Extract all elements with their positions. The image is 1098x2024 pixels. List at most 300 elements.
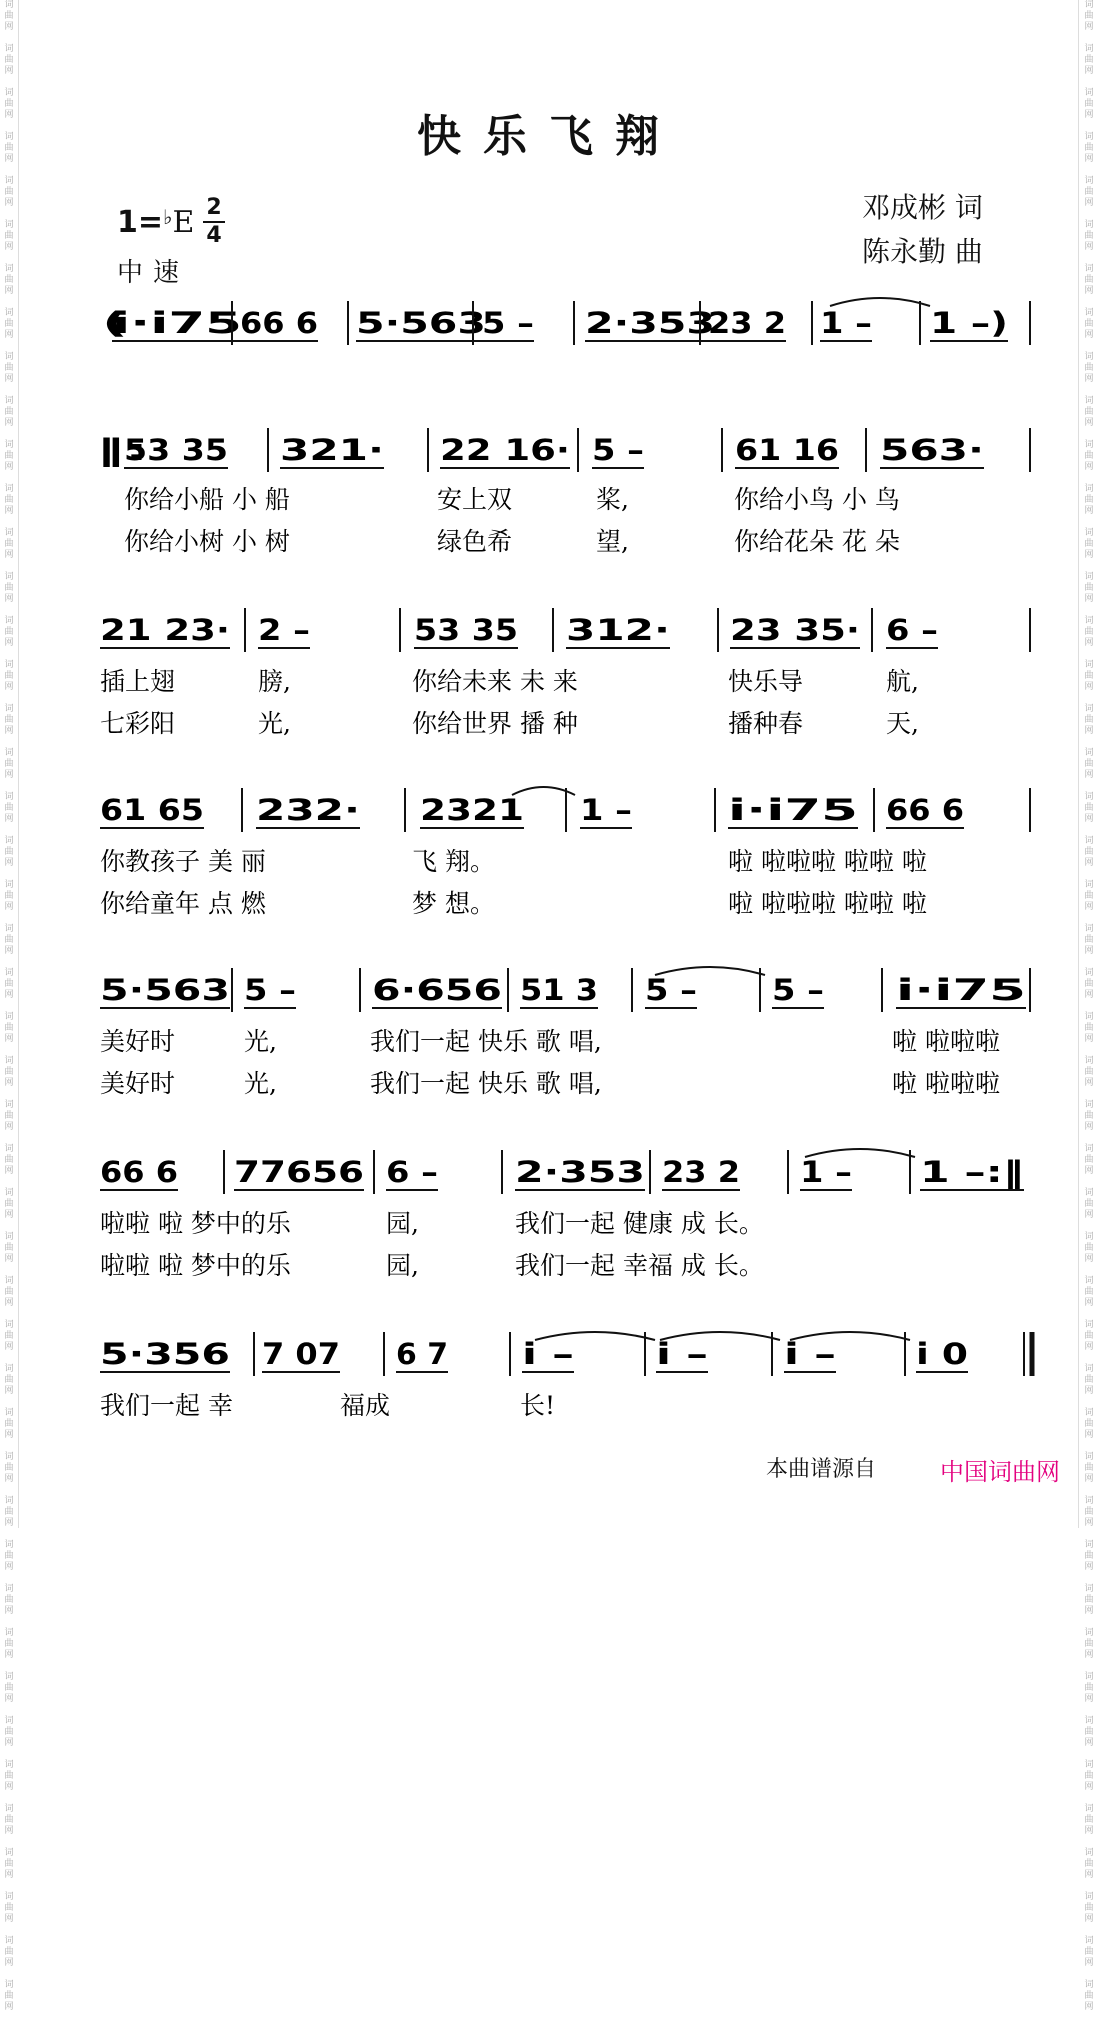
watermark-char: 曲 <box>4 1859 14 1869</box>
watermark-char: 词 <box>4 1144 14 1154</box>
watermark-char: 网 <box>1084 1914 1094 1924</box>
watermark-char: 词 <box>1084 396 1094 406</box>
watermark-char: 网 <box>1084 1562 1094 1572</box>
watermark-char: 词 <box>4 1364 14 1374</box>
note-group: i – <box>656 1337 708 1371</box>
watermark-char: 词 <box>4 264 14 274</box>
watermark-char: 网 <box>4 1210 14 1220</box>
watermark-char: 曲 <box>4 539 14 549</box>
note-group: 5 – <box>244 973 296 1007</box>
note-group: ‖: <box>96 433 148 467</box>
watermark-char: 曲 <box>1084 671 1094 681</box>
watermark-char: 词 <box>4 440 14 450</box>
watermark-char: 词 <box>4 1980 14 1990</box>
watermark-char: 网 <box>1084 1122 1094 1132</box>
watermark-char: 曲 <box>4 495 14 505</box>
watermark-char: 曲 <box>1084 1683 1094 1693</box>
watermark-gap <box>1080 1705 1098 1716</box>
watermark-char: 词 <box>4 396 14 406</box>
key-prefix: 1= <box>117 205 164 240</box>
watermark-char: 网 <box>4 506 14 516</box>
note-group: 5·563 <box>100 973 230 1007</box>
key-letter: E <box>172 205 195 240</box>
watermark-char: 曲 <box>4 1727 14 1737</box>
watermark-char: 词 <box>4 132 14 142</box>
watermark-char: 网 <box>1084 154 1094 164</box>
lyric-text: 快乐导 <box>728 667 804 696</box>
watermark-char: 网 <box>1084 990 1094 1000</box>
note-group: 22 16· <box>440 433 570 467</box>
watermark-char: 词 <box>4 1056 14 1066</box>
watermark-char: 网 <box>1084 418 1094 428</box>
watermark-char: 曲 <box>4 847 14 857</box>
lyric-text: 我们一起 幸福 成 长。 <box>515 1251 764 1280</box>
tempo-marking: 中速 <box>117 258 190 288</box>
watermark-char: 词 <box>1084 1848 1094 1858</box>
watermark-char: 曲 <box>1084 1507 1094 1517</box>
watermark-char: 网 <box>4 638 14 648</box>
watermark-char: 词 <box>4 88 14 98</box>
lyric-text: 飞 翔。 <box>412 847 495 876</box>
watermark-char: 曲 <box>1084 1419 1094 1429</box>
watermark-char: 网 <box>1084 22 1094 32</box>
watermark-char: 曲 <box>1084 1639 1094 1649</box>
watermark-char: 网 <box>4 154 14 164</box>
lyric-text: 福成 <box>340 1391 391 1420</box>
watermark-char: 曲 <box>4 1771 14 1781</box>
watermark-char: 网 <box>4 1870 14 1880</box>
watermark-char: 网 <box>1084 1518 1094 1528</box>
watermark-char: 曲 <box>4 55 14 65</box>
watermark-char: 词 <box>1084 1980 1094 1990</box>
lyric-text: 啦 啦啦啦 <box>892 1027 1000 1056</box>
watermark-char: 网 <box>1084 2002 1094 2012</box>
watermark-char: 词 <box>1084 132 1094 142</box>
watermark-char: 词 <box>1084 616 1094 626</box>
watermark-char: 词 <box>4 924 14 934</box>
watermark-gap <box>0 1617 18 1628</box>
note-group: 6 7 <box>396 1337 448 1371</box>
note-group: i·i75 <box>728 793 858 827</box>
note-group: 5 – <box>645 973 697 1007</box>
watermark-char: 词 <box>1084 880 1094 890</box>
watermark-char: 网 <box>4 1254 14 1264</box>
watermark-char: 网 <box>1084 1430 1094 1440</box>
watermark-char: 曲 <box>1084 1991 1094 2001</box>
watermark-char: 词 <box>1084 1408 1094 1418</box>
lyric-text: 美好时 <box>100 1027 176 1056</box>
watermark-char: 词 <box>1084 88 1094 98</box>
watermark-gap <box>0 1749 18 1760</box>
note-group: 5·563 <box>356 306 486 340</box>
watermark-char: 词 <box>4 1012 14 1022</box>
note-group: 53 35 <box>414 613 518 647</box>
watermark-char: 网 <box>4 550 14 560</box>
watermark-char: 曲 <box>1084 143 1094 153</box>
watermark-char: 曲 <box>1084 1551 1094 1561</box>
watermark-char: 网 <box>1084 462 1094 472</box>
note-group: 5 – <box>482 306 534 340</box>
watermark-char: 曲 <box>1084 319 1094 329</box>
watermark-char: 曲 <box>4 1595 14 1605</box>
watermark-gap <box>1080 1749 1098 1760</box>
note-group: 6 – <box>386 1155 438 1189</box>
watermark-char: 网 <box>4 1782 14 1792</box>
watermark-char: 曲 <box>1084 407 1094 417</box>
watermark-char: 曲 <box>1084 495 1094 505</box>
footer-source-text: 本曲谱源自 <box>766 1457 877 1482</box>
watermark-char: 网 <box>1084 1650 1094 1660</box>
lyric-text: 你给未来 未 来 <box>412 667 578 696</box>
watermark-char: 词 <box>1084 924 1094 934</box>
watermark-char: 词 <box>4 176 14 186</box>
watermark-gap <box>0 1793 18 1804</box>
watermark-char: 词 <box>1084 572 1094 582</box>
lyric-text: 望, <box>596 527 629 556</box>
watermark-char: 词 <box>4 880 14 890</box>
watermark-char: 曲 <box>1084 1947 1094 1957</box>
watermark-char: 曲 <box>4 627 14 637</box>
watermark-char: 曲 <box>4 1947 14 1957</box>
note-group: 1 – <box>820 306 872 340</box>
watermark-char: 词 <box>1084 528 1094 538</box>
lyric-text: 航, <box>886 667 919 696</box>
watermark-char: 网 <box>4 1430 14 1440</box>
watermark-char: 词 <box>1084 44 1094 54</box>
watermark-char: 曲 <box>4 583 14 593</box>
watermark-char: 词 <box>4 1892 14 1902</box>
watermark-char: 网 <box>4 946 14 956</box>
watermark-char: 网 <box>1084 506 1094 516</box>
watermark-char: 曲 <box>1084 99 1094 109</box>
watermark-char: 网 <box>4 594 14 604</box>
watermark-char: 曲 <box>1084 55 1094 65</box>
watermark-char: 网 <box>4 990 14 1000</box>
watermark-char: 词 <box>1084 1364 1094 1374</box>
watermark-char: 网 <box>4 726 14 736</box>
watermark-char: 词 <box>1084 220 1094 230</box>
watermark-char: 网 <box>4 1342 14 1352</box>
lyric-text: 园, <box>386 1251 419 1280</box>
watermark-char: 网 <box>4 66 14 76</box>
watermark-char: 网 <box>4 682 14 692</box>
lyric-text: 插上翅 <box>100 667 176 696</box>
watermark-char: 词 <box>4 1848 14 1858</box>
watermark-gap <box>0 1529 18 1540</box>
watermark-char: 曲 <box>4 319 14 329</box>
watermark-char: 词 <box>1084 1276 1094 1286</box>
note-group: 77656 <box>234 1155 364 1189</box>
watermark-char: 曲 <box>1084 1067 1094 1077</box>
note-group: i – <box>522 1337 574 1371</box>
watermark-char: 曲 <box>4 1023 14 1033</box>
watermark-char: 词 <box>1084 968 1094 978</box>
watermark-char: 曲 <box>4 891 14 901</box>
watermark-char: 词 <box>4 836 14 846</box>
watermark-char: 网 <box>4 1298 14 1308</box>
note-group: 321· <box>280 433 384 467</box>
note-group: 21 23· <box>100 613 230 647</box>
watermark-char: 网 <box>1084 550 1094 560</box>
watermark-char: 网 <box>4 1078 14 1088</box>
watermark-char: 曲 <box>4 407 14 417</box>
watermark-char: 曲 <box>1084 187 1094 197</box>
watermark-char: 曲 <box>4 363 14 373</box>
watermark-char: 网 <box>1084 858 1094 868</box>
watermark-char: 网 <box>1084 66 1094 76</box>
watermark-char: 词 <box>4 484 14 494</box>
watermark-char: 词 <box>4 1672 14 1682</box>
watermark-char: 词 <box>1084 1716 1094 1726</box>
watermark-char: 词 <box>4 1188 14 1198</box>
note-group: 5 – <box>592 433 644 467</box>
watermark-char: 网 <box>1084 1254 1094 1264</box>
watermark-char: 网 <box>4 330 14 340</box>
lyric-text: 天, <box>886 709 919 738</box>
watermark-char: 曲 <box>1084 1595 1094 1605</box>
watermark-char: 曲 <box>4 1903 14 1913</box>
watermark-char: 曲 <box>4 671 14 681</box>
watermark-char: 网 <box>4 418 14 428</box>
watermark-char: 曲 <box>1084 1199 1094 1209</box>
note-group: 312· <box>566 613 670 647</box>
watermark-char: 网 <box>4 198 14 208</box>
lyricist-credit: 邓成彬 词 <box>862 191 983 224</box>
lyric-text: 桨, <box>596 485 629 514</box>
watermark-char: 词 <box>1084 1540 1094 1550</box>
watermark-char: 网 <box>4 1606 14 1616</box>
watermark-char: 曲 <box>4 1111 14 1121</box>
lyric-text: 光, <box>244 1069 277 1098</box>
watermark-char: 曲 <box>4 451 14 461</box>
watermark-char: 曲 <box>1084 715 1094 725</box>
watermark-char: 网 <box>1084 1606 1094 1616</box>
watermark-char: 词 <box>1084 308 1094 318</box>
watermark-char: 词 <box>4 1496 14 1506</box>
watermark-char: 曲 <box>1084 539 1094 549</box>
watermark-char: 曲 <box>1084 847 1094 857</box>
watermark-char: 词 <box>1084 1804 1094 1814</box>
lyric-text: 播种春 <box>728 709 804 738</box>
watermark-gap <box>0 1925 18 1936</box>
watermark-gap <box>1080 1529 1098 1540</box>
watermark-char: 词 <box>1084 1936 1094 1946</box>
watermark-char: 词 <box>1084 748 1094 758</box>
watermark-char: 曲 <box>1084 363 1094 373</box>
watermark-gap <box>1080 2013 1098 2024</box>
watermark-char: 网 <box>1084 1166 1094 1176</box>
watermark-char: 词 <box>1084 1628 1094 1638</box>
note-group: 66 6 <box>886 793 964 827</box>
watermark-char: 词 <box>4 616 14 626</box>
watermark-char: 词 <box>1084 1188 1094 1198</box>
watermark-char: 网 <box>4 902 14 912</box>
note-group: i 0 <box>916 1337 968 1371</box>
watermark-char: 曲 <box>4 1375 14 1385</box>
lyric-text: 光, <box>258 709 291 738</box>
watermark-char: 网 <box>1084 242 1094 252</box>
watermark-char: 词 <box>1084 1100 1094 1110</box>
watermark-char: 曲 <box>1084 759 1094 769</box>
watermark-char: 词 <box>1084 0 1094 10</box>
watermark-char: 网 <box>4 1826 14 1836</box>
watermark-char: 词 <box>1084 1452 1094 1462</box>
watermark-char: 曲 <box>4 1067 14 1077</box>
watermark-char: 网 <box>4 1518 14 1528</box>
watermark-char: 网 <box>1084 1078 1094 1088</box>
watermark-char: 词 <box>1084 1232 1094 1242</box>
watermark-char: 词 <box>1084 1672 1094 1682</box>
watermark-char: 曲 <box>1084 1463 1094 1473</box>
note-group: ( <box>102 306 128 340</box>
note-group: 66 6 <box>240 306 318 340</box>
watermark-char: 曲 <box>4 187 14 197</box>
lyric-text: 你给世界 播 种 <box>412 709 578 738</box>
watermark-char: 曲 <box>4 1991 14 2001</box>
watermark-char: 网 <box>4 110 14 120</box>
note-group: 1 –:‖ <box>920 1155 1024 1189</box>
watermark-char: 网 <box>4 1386 14 1396</box>
watermark-char: 网 <box>1084 1298 1094 1308</box>
watermark-char: 曲 <box>4 231 14 241</box>
note-group: i – <box>784 1337 836 1371</box>
watermark-char: 网 <box>4 462 14 472</box>
watermark-char: 曲 <box>1084 1815 1094 1825</box>
lyric-text: 绿色希 <box>437 527 513 556</box>
watermark-char: 网 <box>4 814 14 824</box>
note-group: 5 – <box>772 973 824 1007</box>
lyric-text: 七彩阳 <box>100 709 176 738</box>
time-denominator: 4 <box>206 223 222 248</box>
lyric-text: 你给童年 点 燃 <box>100 889 266 918</box>
lyric-text: 安上双 <box>437 485 513 514</box>
watermark-char: 词 <box>4 968 14 978</box>
watermark-char: 网 <box>1084 330 1094 340</box>
watermark-char: 词 <box>1084 1584 1094 1594</box>
watermark-char: 曲 <box>1084 11 1094 21</box>
watermark-char: 曲 <box>1084 891 1094 901</box>
note-group: i·i75 <box>896 973 1026 1007</box>
lyric-text: 啦啦 啦 梦中的乐 <box>100 1251 291 1280</box>
watermark-char: 网 <box>1084 594 1094 604</box>
watermark-char: 曲 <box>1084 583 1094 593</box>
watermark-char: 曲 <box>4 11 14 21</box>
lyric-text: 啦啦 啦 梦中的乐 <box>100 1209 291 1238</box>
note-group: 23 2 <box>708 306 786 340</box>
watermark-gap <box>0 1661 18 1672</box>
watermark-char: 网 <box>1084 1782 1094 1792</box>
watermark-char: 曲 <box>1084 935 1094 945</box>
watermark-char: 词 <box>4 748 14 758</box>
watermark-char: 词 <box>1084 792 1094 802</box>
watermark-char: 曲 <box>4 143 14 153</box>
lyric-text: 啦 啦啦啦 <box>892 1069 1000 1098</box>
watermark-gap <box>0 1573 18 1584</box>
watermark-char: 曲 <box>4 1463 14 1473</box>
watermark-char: 曲 <box>4 1551 14 1561</box>
note-group: 5·356 <box>100 1337 230 1371</box>
lyric-text: 梦 想。 <box>412 889 495 918</box>
watermark-char: 网 <box>1084 1034 1094 1044</box>
watermark-char: 网 <box>1084 946 1094 956</box>
watermark-char: 词 <box>1084 1892 1094 1902</box>
watermark-char: 词 <box>4 1232 14 1242</box>
lyric-text: 我们一起 快乐 歌 唱, <box>370 1027 602 1056</box>
watermark-char: 词 <box>4 1628 14 1638</box>
watermark-char: 曲 <box>1084 451 1094 461</box>
watermark-char: 曲 <box>1084 231 1094 241</box>
note-group: 23 35· <box>730 613 860 647</box>
watermark-char: 网 <box>1084 638 1094 648</box>
watermark-char: 词 <box>1084 176 1094 186</box>
watermark-char: 曲 <box>4 715 14 725</box>
watermark-char: 网 <box>1084 1474 1094 1484</box>
watermark-char: 网 <box>4 286 14 296</box>
watermark-char: 网 <box>4 2002 14 2012</box>
watermark-char: 词 <box>1084 1760 1094 1770</box>
watermark-char: 网 <box>1084 110 1094 120</box>
watermark-char: 网 <box>4 858 14 868</box>
note-group: 2321 <box>420 793 524 827</box>
watermark-char: 网 <box>1084 374 1094 384</box>
lyric-text: 长! <box>520 1391 556 1420</box>
watermark-char: 词 <box>4 528 14 538</box>
song-title: 快乐飞翔 <box>417 111 681 162</box>
watermark-char: 网 <box>1084 902 1094 912</box>
lyric-text: 我们一起 健康 成 长。 <box>515 1209 764 1238</box>
watermark-gap <box>1080 1573 1098 1584</box>
watermark-char: 词 <box>1084 1144 1094 1154</box>
watermark-char: 曲 <box>1084 1859 1094 1869</box>
lyric-text: 啦 啦啦啦 啦啦 啦 <box>728 847 927 876</box>
watermark-char: 曲 <box>4 1683 14 1693</box>
watermark-char: 词 <box>4 704 14 714</box>
watermark-char: 曲 <box>4 1331 14 1341</box>
watermark-char: 词 <box>4 660 14 670</box>
watermark-char: 词 <box>1084 1320 1094 1330</box>
footer-brand-link[interactable]: 中国词曲网 <box>940 1458 1060 1486</box>
watermark-char: 曲 <box>4 1287 14 1297</box>
watermark-char: 曲 <box>4 275 14 285</box>
watermark-gap <box>0 2013 18 2024</box>
lyric-text: 光, <box>244 1027 277 1056</box>
watermark-char: 曲 <box>1084 979 1094 989</box>
watermark-char: 词 <box>1084 704 1094 714</box>
watermark-char: 曲 <box>1084 1023 1094 1033</box>
watermark-gap <box>0 1969 18 1980</box>
composer-credit: 陈永勤 曲 <box>862 235 983 268</box>
note-group: 61 65 <box>100 793 204 827</box>
watermark-char: 曲 <box>1084 275 1094 285</box>
note-group: 53 35 <box>124 433 228 467</box>
lyric-text: 美好时 <box>100 1069 176 1098</box>
note-group: 23 2 <box>662 1155 740 1189</box>
watermark-gap <box>1080 1661 1098 1672</box>
watermark-char: 曲 <box>1084 1111 1094 1121</box>
watermark-char: 曲 <box>1084 1727 1094 1737</box>
note-group: i·i75 <box>112 306 242 340</box>
watermark-char: 词 <box>1084 352 1094 362</box>
watermark-char: 曲 <box>4 935 14 945</box>
watermark-char: 词 <box>4 1320 14 1330</box>
watermark-char: 网 <box>4 1122 14 1132</box>
note-group: 6·656 <box>372 973 502 1007</box>
watermark-gap <box>0 1705 18 1716</box>
watermark-char: 词 <box>4 792 14 802</box>
watermark-char: 曲 <box>4 1155 14 1165</box>
watermark-char: 曲 <box>4 759 14 769</box>
watermark-char: 网 <box>1084 1958 1094 1968</box>
